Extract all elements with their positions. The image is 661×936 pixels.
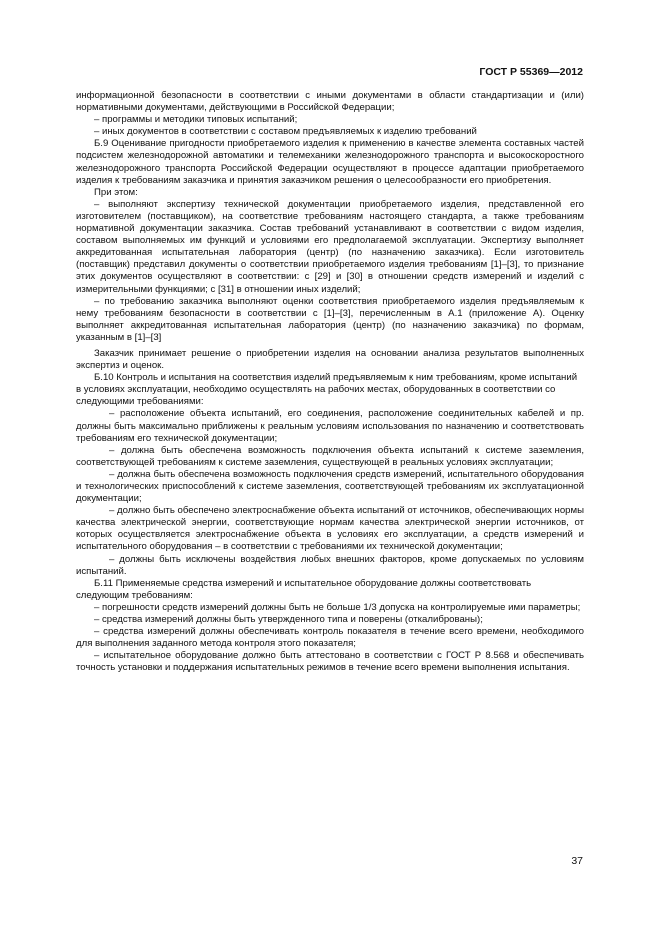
list-item: – расположение объекта испытаний, его соединения, расположение соединительных кабелей и пр. должны быть максимально приближены к реальным условиям использования по назначению и соответствовать требованиям его технической документации; [76, 408, 584, 444]
paragraph: При этом: [94, 186, 138, 198]
list-item: – должно быть обеспечено электроснабжение объекта испытаний от источников, обеспечивающих нормы качества электрической энергии, соответствующие нормам качества электрической энергии источников, от которых осуществляется электроснабжение объекта в условиях его эксплуатации, а средств измерений и испытательного оборудования – в соответствии с требованиями их технической документации; [76, 505, 584, 553]
paragraph: Заказчик принимает решение о приобретении изделия на основании анализа результатов выполненных экспертиз и оценок. [76, 347, 584, 372]
clause-b10: Б.10 Контроль и испытания на соответствия изделий предъявляемым к ним требованиям, кроме испытаний в условиях эксплуатации, необходимо осуществлять на рабочих местах, оборудованных в соответствии со следующими требованиями: [76, 372, 578, 408]
list-item: – средства измерений должны быть утвержденного типа и поверены (откалиброваны); [94, 614, 483, 626]
list-item: – должны быть исключены воздействия любых внешних факторов, кроме допускаемых по условиям испытаний. [76, 553, 584, 577]
clause-b11: Б.11 Применяемые средства измерений и испытательное оборудование должны соответствовать следующим требованиям: [76, 577, 532, 601]
page-number: 37 [571, 855, 583, 867]
list-item: – по требованию заказчика выполняют оценки соответствия приобретаемого изделия предъявляемым к нему требованиям безопасности в соответствии с [1]–[3], перечисленным в А.1 (приложение А). Оценку выполняет аккредитованная испытательная лаборатория (центр) (по назначению заказчика) по формам, указанным в [1]–[3] [76, 295, 584, 343]
list-item: – программы и методики типовых испытаний; [94, 114, 298, 126]
document-header: ГОСТ Р 55369—2012 [479, 66, 583, 78]
list-item: – погрешности средств измерений должны быть не больше 1/3 допуска на контролируемые ими параметры; [94, 601, 581, 613]
list-item: – должна быть обеспечена возможность подключения объекта испытаний к системе заземления, соответствующей требованиям к системе заземления, существующей в реальных условиях эксплуатации; [76, 444, 584, 468]
list-item: – средства измерений должны обеспечивать контроль показателя в течение всего времени, необходимого для выполнения заданного метода контроля этого показателя; [76, 626, 584, 650]
clause-b9: Б.9 Оценивание пригодности приобретаемого изделия к применению в качестве элемента составных частей подсистем железнодорожной автоматики и телемеханики железнодорожного транспорта и высокоскоростного железнодорожного транспорта Российской Федерации осуществляют в процессе адаптации приобретаемого изделия к требованиям заказчика и принятия заказчиком решения о целесообразности его приобретения. [76, 138, 584, 186]
list-item: – должна быть обеспечена возможность подключения средств измерений, испытательного оборудования и технологических приспособлений к системе заземления, соответствующей требованиям их эксплуатационной документации; [76, 468, 584, 505]
list-item: – испытательное оборудование должно быть аттестовано в соответствии с ГОСТ Р 8.568 и обеспечивать точность установки и поддержания испытательных режимов в течение всего времени выполнения испытания. [76, 650, 584, 674]
page-body [76, 90, 584, 675]
list-item: – выполняют экспертизу технической документации приобретаемого изделия, представленной его изготовителем (поставщиком), на соответствие требованиям настоящего стандарта, а также требованиям нормативной документации заказчика. Состав требований устанавливают в соответствии с видом изделия, составом выполняемых им функций и условиями его предполагаемой эксплуатации. Экспертизу выполняет аккредитованная испытательная лаборатория (центр) (по назначению заказчика). Если изготовитель (поставщик) представил документы о соответствии приобретаемого изделия требованиям [1]–[3], то признание этих документов осуществляют в соответствии: с [29] и [30] в отношении средств измерений и изделий с измерительными функциями; с [31] в отношении иных изделий; [76, 198, 584, 295]
list-item: – иных документов в соответствии с составом предъявляемых к изделию требований [94, 126, 477, 138]
paragraph: информационной безопасности в соответствии с иными документами в области стандартизации и (или) нормативными документами, действующими в Российской Федерации; [76, 90, 584, 114]
